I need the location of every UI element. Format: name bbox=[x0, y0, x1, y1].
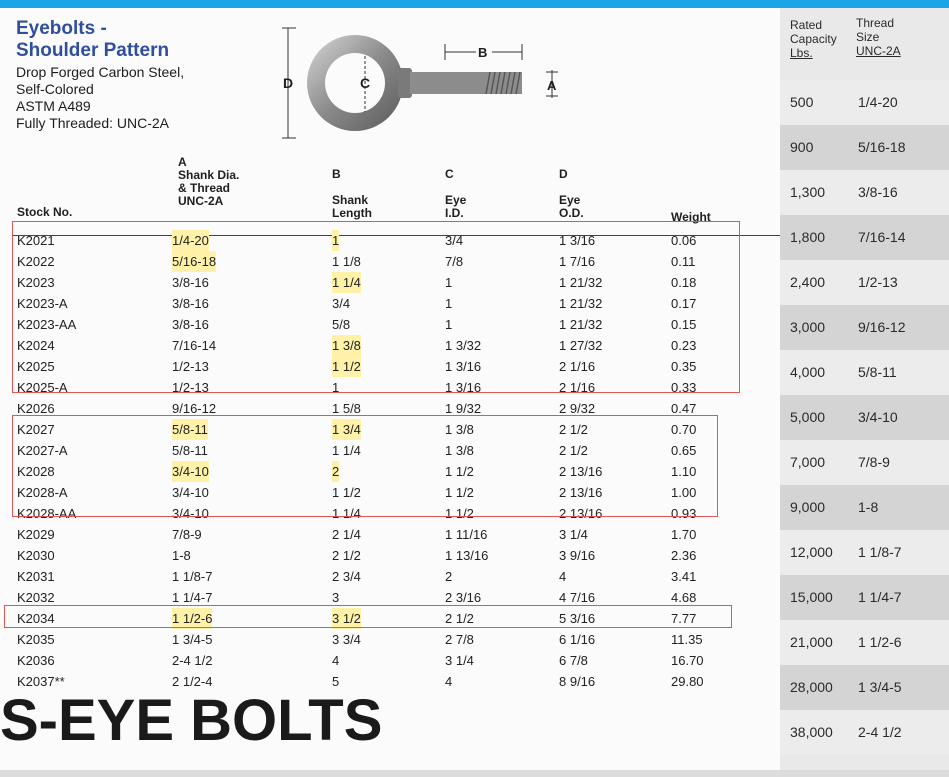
cell-b: 3 bbox=[332, 590, 340, 605]
cell-a: 3/8-16 bbox=[172, 317, 209, 332]
header-c bbox=[445, 168, 466, 220]
title-line-1: Eyebolts - bbox=[16, 18, 107, 39]
cell-a: 3/4-10 bbox=[172, 461, 209, 482]
cell-b: 2 3/4 bbox=[332, 569, 361, 584]
cell-b: 4 bbox=[332, 653, 340, 668]
rated-header-line: Size bbox=[856, 30, 880, 44]
rated-thread-size: 5/16-18 bbox=[858, 139, 906, 155]
cell-a: 2 1/2-4 bbox=[172, 674, 213, 689]
cell-a: 9/16-12 bbox=[172, 401, 217, 416]
cell-weight: 0.33 bbox=[671, 380, 697, 395]
rated-header-left bbox=[790, 18, 837, 60]
rated-capacity: 1,300 bbox=[790, 184, 826, 200]
cell-a: 1 1/8-7 bbox=[172, 569, 213, 584]
shank bbox=[410, 72, 522, 94]
cell-stock: K2028 bbox=[17, 464, 55, 479]
cell-weight: 0.11 bbox=[671, 254, 696, 269]
rated-thread-size: 1 3/4-5 bbox=[858, 679, 902, 695]
rated-capacity: 1,800 bbox=[790, 229, 826, 245]
rated-row bbox=[780, 395, 949, 440]
cell-a: 1-8 bbox=[172, 548, 191, 563]
cell-stock: K2032 bbox=[17, 590, 55, 605]
cell-d: 1 21/32 bbox=[559, 296, 603, 311]
cell-weight: 0.23 bbox=[671, 338, 697, 353]
eye-hole bbox=[325, 53, 385, 113]
header-a-line: A bbox=[178, 155, 187, 169]
cell-d: 6 7/8 bbox=[559, 653, 588, 668]
cell-stock: K2024 bbox=[17, 338, 55, 353]
cell-d: 6 1/16 bbox=[559, 632, 596, 647]
rated-capacity: 38,000 bbox=[790, 724, 833, 740]
rated-row bbox=[780, 125, 949, 170]
cell-weight: 2.36 bbox=[671, 548, 697, 563]
cell-b: 1 1/2 bbox=[332, 485, 361, 500]
rated-row bbox=[780, 620, 949, 665]
cell-weight: 0.06 bbox=[671, 233, 697, 248]
cell-stock: K2025-A bbox=[17, 380, 68, 395]
highlight-box bbox=[4, 605, 732, 628]
cell-c: 7/8 bbox=[445, 254, 464, 269]
cell-stock: K2029 bbox=[17, 527, 55, 542]
rated-thread-size: 1-8 bbox=[858, 499, 879, 515]
cell-c: 1 13/16 bbox=[445, 548, 489, 563]
rated-thread-size: 7/8-9 bbox=[858, 454, 890, 470]
cell-stock: K2027 bbox=[17, 422, 55, 437]
rated-row bbox=[780, 575, 949, 620]
cell-stock: K2023-A bbox=[17, 296, 68, 311]
header-b-line: B bbox=[332, 167, 341, 181]
cell-stock: K2028-AA bbox=[17, 506, 77, 521]
cell-stock: K2027-A bbox=[17, 443, 68, 458]
rated-header-line: Rated bbox=[790, 18, 823, 32]
rated-capacity: 2,400 bbox=[790, 274, 826, 290]
highlight-box bbox=[12, 415, 718, 517]
rated-capacity: 7,000 bbox=[790, 454, 826, 470]
cell-a: 1/2-13 bbox=[172, 359, 209, 374]
cell-d: 1 21/32 bbox=[559, 275, 603, 290]
rated-row bbox=[780, 350, 949, 395]
cell-b: 1 1/2 bbox=[332, 356, 361, 377]
cell-c: 2 3/16 bbox=[445, 590, 482, 605]
cell-weight: 3.41 bbox=[671, 569, 697, 584]
rated-thread-size: 1 1/8-7 bbox=[858, 544, 902, 560]
rated-thread-size: 2-4 1/2 bbox=[858, 724, 902, 740]
rated-row bbox=[780, 485, 949, 530]
cutoff-section-heading: S-EYE BOLTS bbox=[0, 688, 383, 753]
cell-a: 1/2-13 bbox=[172, 380, 209, 395]
cell-a: 1 3/4-5 bbox=[172, 632, 213, 647]
rated-row bbox=[780, 440, 949, 485]
desc-line: Drop Forged Carbon Steel, bbox=[16, 64, 185, 80]
header-a-line: UNC-2A bbox=[178, 194, 224, 208]
cell-d: 5 3/16 bbox=[559, 611, 596, 626]
cell-a: 3/8-16 bbox=[172, 296, 209, 311]
rated-thread-size: 1/4-20 bbox=[858, 94, 898, 110]
cell-weight: 0.70 bbox=[671, 422, 697, 437]
cell-stock: K2030 bbox=[17, 548, 55, 563]
cell-a: 7/16-14 bbox=[172, 338, 217, 353]
rated-capacity: 12,000 bbox=[790, 544, 833, 560]
rated-capacity: 28,000 bbox=[790, 679, 833, 695]
rated-row bbox=[780, 170, 949, 215]
rated-capacity: 9,000 bbox=[790, 499, 826, 515]
cell-b: 1 3/4 bbox=[332, 419, 361, 440]
header-a-line: Shank Dia. bbox=[178, 168, 240, 182]
cell-weight: 0.47 bbox=[671, 401, 697, 416]
cell-a: 1 1/2-6 bbox=[172, 608, 212, 629]
cell-b: 3 3/4 bbox=[332, 632, 361, 647]
rated-header-line: Lbs. bbox=[790, 46, 813, 60]
cell-c: 1 1/2 bbox=[445, 485, 474, 500]
cell-d: 8 9/16 bbox=[559, 674, 596, 689]
cell-d: 2 1/16 bbox=[559, 359, 596, 374]
cell-a: 5/8-11 bbox=[172, 443, 208, 458]
cell-c: 1 bbox=[445, 317, 453, 332]
cell-d: 2 1/16 bbox=[559, 380, 596, 395]
cell-weight: 0.65 bbox=[671, 443, 697, 458]
cell-c: 2 bbox=[445, 569, 453, 584]
cell-stock: K2022 bbox=[17, 254, 55, 269]
rated-row bbox=[780, 80, 949, 125]
cell-d: 1 3/16 bbox=[559, 233, 596, 248]
cell-a: 3/8-16 bbox=[172, 275, 209, 290]
cell-c: 1 1/2 bbox=[445, 464, 474, 479]
cell-d: 1 21/32 bbox=[559, 317, 603, 332]
cell-stock: K2023-AA bbox=[17, 317, 77, 332]
cell-b: 2 1/4 bbox=[332, 527, 361, 542]
cell-stock: K2036 bbox=[17, 653, 55, 668]
cell-stock: K2023 bbox=[17, 275, 55, 290]
cell-b: 1 bbox=[332, 380, 340, 395]
cell-b: 1 bbox=[332, 230, 339, 251]
cell-stock: K2026 bbox=[17, 401, 55, 416]
eyebolt-diagram bbox=[270, 20, 570, 145]
cell-c: 2 1/2 bbox=[445, 611, 474, 626]
cell-weight: 0.18 bbox=[671, 275, 697, 290]
cell-a: 5/8-11 bbox=[172, 419, 208, 440]
rated-row bbox=[780, 710, 949, 755]
cell-weight: 1.00 bbox=[671, 485, 697, 500]
cell-d: 4 7/16 bbox=[559, 590, 596, 605]
rated-header-right bbox=[856, 16, 901, 58]
cell-a: 5/16-18 bbox=[172, 251, 216, 272]
rated-thread-size: 1 1/4-7 bbox=[858, 589, 902, 605]
cell-weight: 7.77 bbox=[671, 611, 697, 626]
cell-weight: 0.93 bbox=[671, 506, 697, 521]
cell-b: 1 1/4 bbox=[332, 443, 361, 458]
cell-c: 2 7/8 bbox=[445, 632, 474, 647]
cell-d: 2 9/32 bbox=[559, 401, 596, 416]
rated-thread-size: 7/16-14 bbox=[858, 229, 906, 245]
desc-line: Fully Threaded: UNC-2A bbox=[16, 115, 170, 131]
cell-stock: K2025 bbox=[17, 359, 55, 374]
cell-b: 5 bbox=[332, 674, 340, 689]
cell-d: 2 13/16 bbox=[559, 464, 603, 479]
desc-line: ASTM A489 bbox=[16, 98, 91, 114]
cell-a: 1 1/4-7 bbox=[172, 590, 213, 605]
cell-b: 1 1/4 bbox=[332, 272, 361, 293]
cell-stock: K2034 bbox=[17, 611, 55, 626]
rated-header-line: Thread bbox=[856, 16, 895, 30]
rated-thread-size: 5/8-11 bbox=[858, 364, 897, 380]
highlight-box bbox=[12, 221, 740, 393]
label-b: B bbox=[478, 45, 488, 60]
shoulder bbox=[398, 68, 412, 98]
cell-c: 3 1/4 bbox=[445, 653, 474, 668]
cell-a: 1/4-20 bbox=[172, 230, 209, 251]
cell-b: 2 bbox=[332, 461, 339, 482]
header-d-line: O.D. bbox=[559, 206, 584, 220]
cell-b: 3 1/2 bbox=[332, 608, 361, 629]
cell-c: 1 bbox=[445, 296, 453, 311]
cell-weight: 1.10 bbox=[671, 464, 697, 479]
rated-header-line: Capacity bbox=[790, 32, 837, 46]
header-c-line: I.D. bbox=[445, 206, 464, 220]
cell-c: 1 11/16 bbox=[445, 527, 488, 542]
rated-header-line: UNC-2A bbox=[856, 44, 901, 58]
cell-b: 1 1/8 bbox=[332, 254, 361, 269]
cell-weight: 1.70 bbox=[671, 527, 697, 542]
header-d-line: Eye bbox=[559, 193, 581, 207]
header-b bbox=[332, 168, 372, 220]
cell-a: 7/8-9 bbox=[172, 527, 202, 542]
rated-row bbox=[780, 215, 949, 260]
rated-capacity: 4,000 bbox=[790, 364, 826, 380]
rated-capacity: 500 bbox=[790, 94, 814, 110]
cell-c: 1 9/32 bbox=[445, 401, 482, 416]
cell-c: 1 3/8 bbox=[445, 422, 474, 437]
title-line-2: Shoulder Pattern bbox=[16, 40, 170, 61]
cell-stock: K2035 bbox=[17, 632, 55, 647]
cell-weight: 29.80 bbox=[671, 674, 704, 689]
rated-thread-size: 1/2-13 bbox=[858, 274, 898, 290]
cell-d: 2 1/2 bbox=[559, 443, 588, 458]
label-d: D bbox=[283, 75, 294, 91]
cell-weight: 11.35 bbox=[671, 632, 703, 647]
cell-weight: 16.70 bbox=[671, 653, 704, 668]
cell-b: 1 3/8 bbox=[332, 335, 361, 356]
bottom-bar bbox=[0, 770, 949, 777]
cell-d: 3 9/16 bbox=[559, 548, 596, 563]
rated-row bbox=[780, 665, 949, 710]
header-b-line: Length bbox=[332, 206, 372, 220]
cell-d: 1 7/16 bbox=[559, 254, 596, 269]
cell-d: 2 1/2 bbox=[559, 422, 588, 437]
cell-stock: K2031 bbox=[17, 569, 55, 584]
rated-thread-size: 1 1/2-6 bbox=[858, 634, 902, 650]
desc-line: Self-Colored bbox=[16, 81, 94, 97]
cell-b: 5/8 bbox=[332, 317, 351, 332]
header-c-line: Eye bbox=[445, 193, 467, 207]
cell-weight: 0.35 bbox=[671, 359, 697, 374]
header-a bbox=[178, 156, 239, 208]
cell-c: 1 3/8 bbox=[445, 443, 474, 458]
rated-capacity: 3,000 bbox=[790, 319, 826, 335]
page-title bbox=[16, 18, 169, 62]
rated-capacity: 21,000 bbox=[790, 634, 833, 650]
cell-b: 3/4 bbox=[332, 296, 351, 311]
cell-c: 3/4 bbox=[445, 233, 464, 248]
cell-c: 1 bbox=[445, 275, 453, 290]
header-d bbox=[559, 168, 584, 220]
cell-c: 1 1/2 bbox=[445, 506, 474, 521]
cell-b: 1 1/4 bbox=[332, 506, 361, 521]
rated-thread-size: 3/8-16 bbox=[858, 184, 898, 200]
cell-c: 4 bbox=[445, 674, 453, 689]
rated-thread-size: 3/4-10 bbox=[858, 409, 898, 425]
cell-a: 3/4-10 bbox=[172, 485, 209, 500]
header-c-line: C bbox=[445, 167, 454, 181]
label-c: C bbox=[360, 75, 371, 91]
cell-weight: 0.15 bbox=[671, 317, 697, 332]
rated-capacity: 5,000 bbox=[790, 409, 826, 425]
cell-weight: 0.17 bbox=[671, 296, 697, 311]
rated-capacity-panel bbox=[780, 8, 949, 770]
cell-d: 3 1/4 bbox=[559, 527, 588, 542]
cell-b: 1 5/8 bbox=[332, 401, 361, 416]
cell-b: 2 1/2 bbox=[332, 548, 361, 563]
header-weight: Weight bbox=[671, 210, 711, 224]
rated-thread-size: 9/16-12 bbox=[858, 319, 906, 335]
cell-weight: 4.68 bbox=[671, 590, 697, 605]
rated-row bbox=[780, 260, 949, 305]
cell-a: 2-4 1/2 bbox=[172, 653, 213, 668]
cell-d: 2 13/16 bbox=[559, 506, 603, 521]
cell-d: 4 bbox=[559, 569, 567, 584]
product-description bbox=[16, 64, 184, 132]
rated-capacity: 15,000 bbox=[790, 589, 833, 605]
cell-c: 1 3/32 bbox=[445, 338, 482, 353]
rated-capacity: 900 bbox=[790, 139, 814, 155]
cell-a: 3/4-10 bbox=[172, 506, 209, 521]
header-a-line: & Thread bbox=[178, 181, 231, 195]
rated-row bbox=[780, 305, 949, 350]
cell-stock: K2037** bbox=[17, 674, 65, 689]
top-accent-bar bbox=[0, 0, 949, 8]
header-stock: Stock No. bbox=[17, 205, 73, 219]
cell-stock: K2021 bbox=[17, 233, 55, 248]
cell-c: 1 3/16 bbox=[445, 359, 482, 374]
cell-d: 2 13/16 bbox=[559, 485, 603, 500]
cell-d: 1 27/32 bbox=[559, 338, 603, 353]
rated-row bbox=[780, 530, 949, 575]
cell-c: 1 3/16 bbox=[445, 380, 482, 395]
label-a: A bbox=[547, 78, 557, 93]
cell-stock: K2028-A bbox=[17, 485, 68, 500]
header-d-line: D bbox=[559, 167, 568, 181]
header-b-line: Shank bbox=[332, 193, 369, 207]
